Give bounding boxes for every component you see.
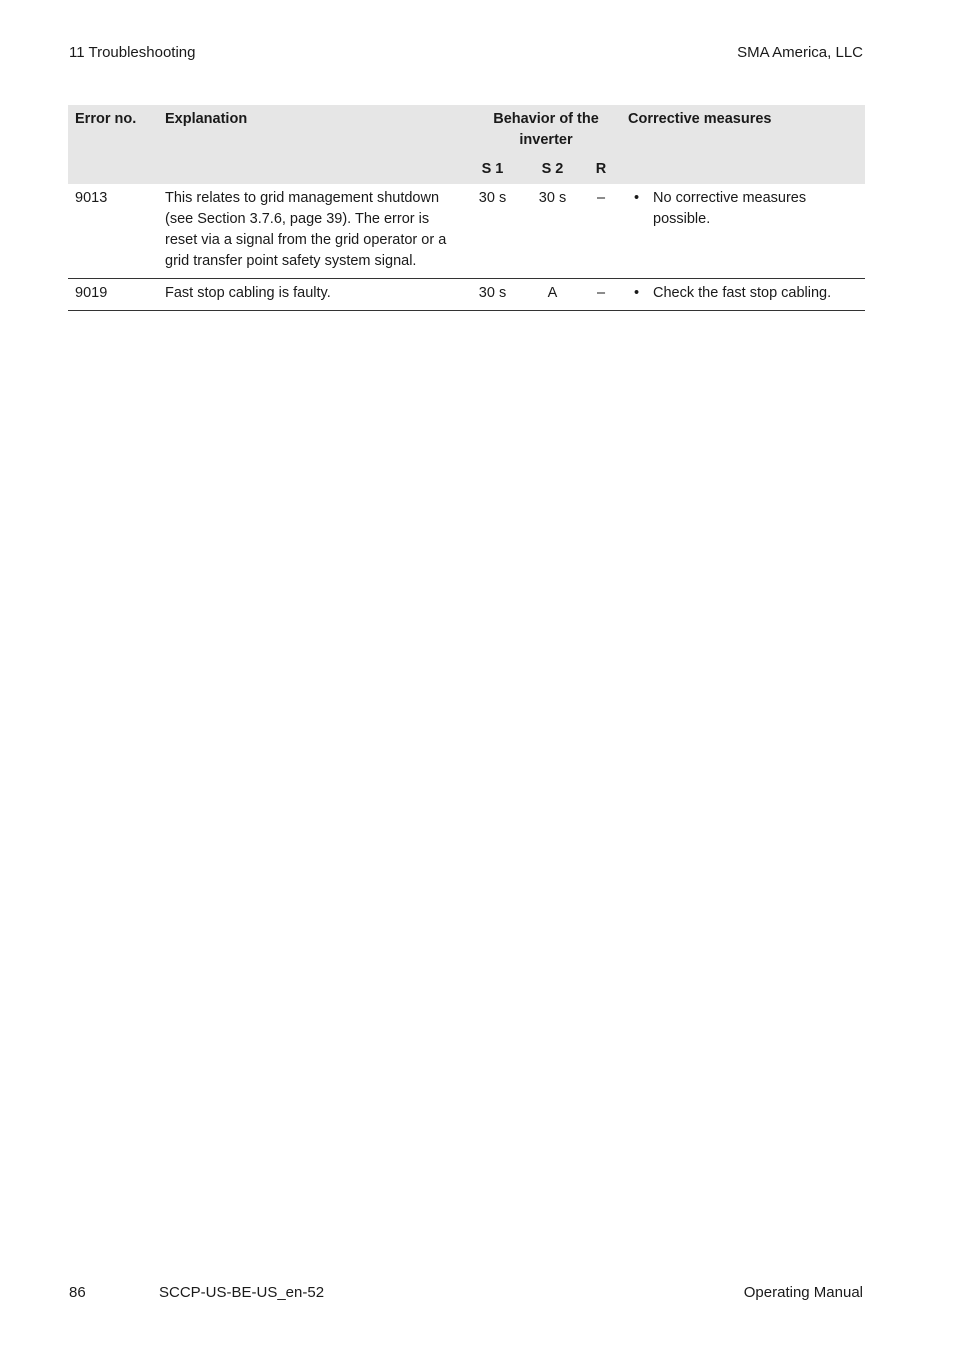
behavior-r: – <box>581 279 621 311</box>
corrective-measures <box>621 184 865 279</box>
table-row <box>68 279 865 311</box>
measure-item: • No corrective measures possible. <box>653 188 858 230</box>
behavior-s2: A <box>524 279 581 311</box>
table-row <box>68 184 865 279</box>
col-header-error-no: Error no. <box>68 105 158 184</box>
col-header-r: R <box>581 155 621 184</box>
running-header-section: 11 Troubleshooting <box>69 44 196 61</box>
error-number: 9013 <box>68 184 158 279</box>
col-header-s2: S 2 <box>524 155 581 184</box>
col-header-behavior: Behavior of the inverter <box>461 105 621 155</box>
col-header-s1: S 1 <box>461 155 524 184</box>
table-header-row <box>68 105 865 155</box>
behavior-s2: 30 s <box>524 184 581 279</box>
page-number: 86 <box>69 1284 86 1301</box>
error-explanation: Fast stop cabling is faulty. <box>158 279 461 311</box>
error-number: 9019 <box>68 279 158 311</box>
col-header-explanation: Explanation <box>158 105 461 184</box>
behavior-s1: 30 s <box>461 184 524 279</box>
error-explanation: This relates to grid management shutdown (see Section 3.7.6, page 39). The error is reset via a signal from the grid operator or a grid transfer point safety system signal. <box>158 184 461 279</box>
error-table <box>68 105 865 311</box>
measure-item: • Check the fast stop cabling. <box>653 283 858 304</box>
document-id: SCCP-US-BE-US_en-52 <box>159 1284 325 1301</box>
document-type: Operating Manual <box>743 1284 863 1301</box>
behavior-r: – <box>581 184 621 279</box>
corrective-measures <box>621 279 865 311</box>
running-header-company: SMA America, LLC <box>737 44 863 61</box>
behavior-s1: 30 s <box>461 279 524 311</box>
col-header-corrective: Corrective measures <box>621 105 865 184</box>
